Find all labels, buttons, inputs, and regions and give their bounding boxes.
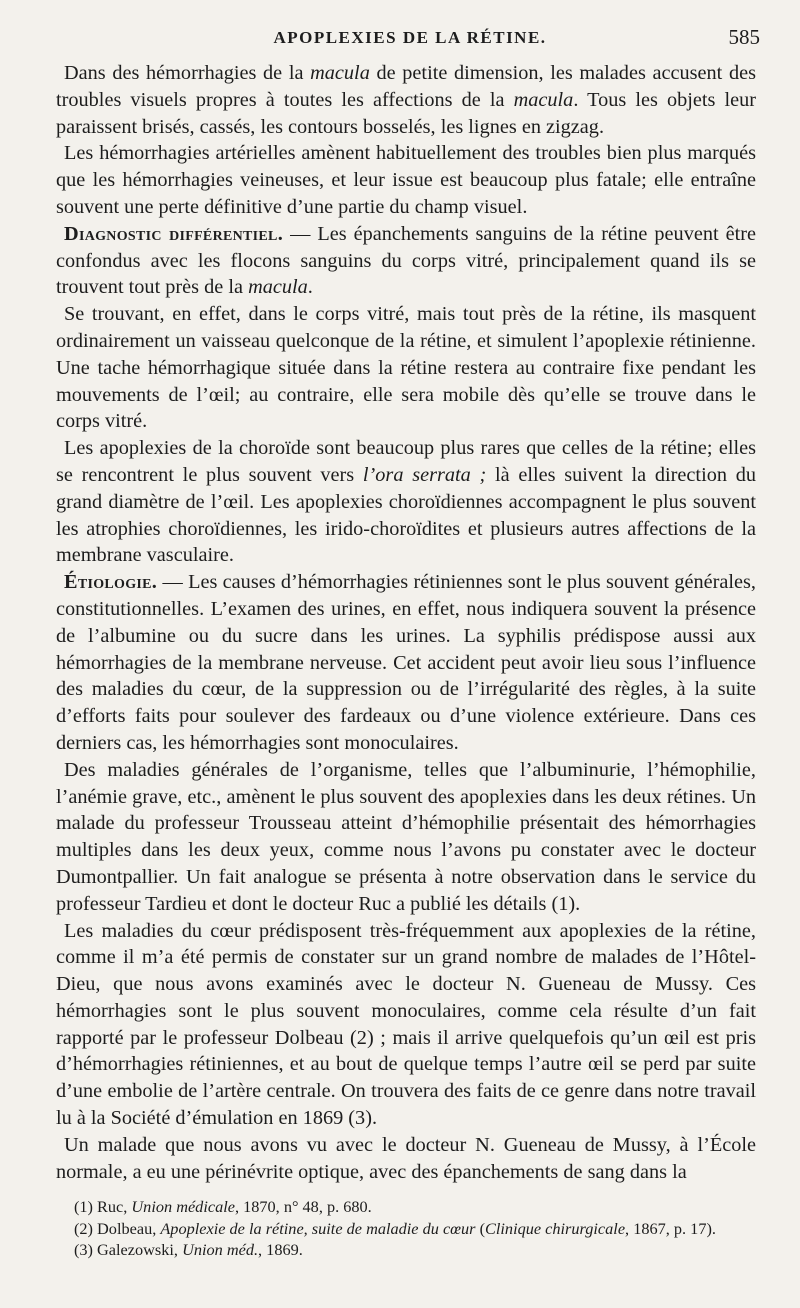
italic-text: Apoplexie de la rétine, suite de maladie du cœur — [160, 1218, 476, 1238]
page-header — [60, 25, 760, 58]
text-run: — Les épanchements sanguins de la rétine peuvent être confondus avec les flocons sanguins du corps vitré, principalement quand ils se trouvent tout près de la — [56, 222, 756, 299]
italic-text: macula — [310, 62, 370, 84]
footnote — [56, 1196, 756, 1218]
section-heading: Étiologie. — [64, 571, 158, 594]
italic-text: Union médicale — [131, 1197, 235, 1216]
text-run: (2) Dolbeau, — [74, 1218, 161, 1238]
italic-text: Union méd. — [182, 1240, 259, 1259]
text-run: , 1867, p. 17). — [625, 1218, 716, 1238]
text-run: , 1869. — [258, 1240, 303, 1259]
paragraph — [56, 918, 756, 1132]
page-number: 585 — [728, 25, 760, 49]
paragraph — [56, 435, 756, 569]
text-run: de petite dimension, les malades accusent des troubles visuels propres à toutes les affections de la — [56, 62, 756, 111]
paragraph — [56, 60, 756, 140]
paragraph — [56, 757, 756, 918]
footnote — [56, 1218, 756, 1240]
text-run: — Les causes d’hémorrhagies rétiniennes sont le plus souvent générales, constitutionnelles. L’examen des urines, en effet, nous indiquera souvent la présence de l’albumine ou du sucre dans les urines. La syphilis prédispose aussi aux hémorrhagies de la membrane nerveuse. Cet accident peut avoir lieu sous l’influence des maladies du cœur, de la suppression ou de l’irrégularité des règles, à la suite d’efforts faits pour soulever des fardeaux ou d’une violence extérieure. Dans ces derniers cas, les hémorrhagies sont monoculaires. — [56, 571, 756, 754]
body-text — [56, 60, 756, 1185]
italic-text: l’ora serrata ; — [362, 463, 487, 486]
text-run: Les maladies du cœur prédisposent très-fréquemment aux apoplexies de la rétine, comme il m’a été permis de constater sur un grand nombre de malades de l’Hôtel-Dieu, que nous avons examinés avec le docteur N. Gueneau de Mussy. Ces hémorrhagies sont le plus souvent monoculaires, comme cela résulte d’un fait rapporté par le professeur Dolbeau (2) ; mais il arrive quelquefois qu’un œil est pris d’hémorrhagies rétiniennes, et au bout de quelque temps l’autre œil se perd par suite d’une embolie de l’artère centrale. On trouvera des faits de ce genre dans notre travail lu à la Société d’émulation en 1869 (3). — [56, 919, 756, 1130]
paragraph — [56, 301, 756, 435]
text-run: Se trouvant, en effet, dans le corps vitré, mais tout près de la rétine, ils masquent ordinairement un vaisseau quelconque de la rétine, et simulent l’apoplexie rétinienne. Une tache hémorrhagique située dans la rétine restera au contraire fixe pendant les mouvements de l’œil; au contraire, elle sera mobile dès qu’elle se trouve dans le corps vitré. — [56, 303, 756, 433]
italic-text: macula — [248, 276, 308, 299]
text-run: Les apoplexies de la choroïde sont beaucoup plus rares que celles de la rétine; elles se rencontrent le plus souvent vers — [56, 437, 756, 486]
text-run: , 1870, n° 48, p. 680. — [234, 1197, 372, 1216]
text-run: ( — [475, 1218, 486, 1238]
paragraph — [56, 221, 756, 301]
text-run: (3) Galezowski, — [74, 1240, 183, 1259]
text-run: (1) Ruc, — [74, 1197, 132, 1216]
text-run: Les hémorrhagies artérielles amènent habituellement des troubles bien plus marqués que les hémorrhagies veineuses, et leur issue est beaucoup plus fatale; elle entraîne souvent une perte définitive d’une partie du champ visuel. — [56, 142, 756, 218]
text-run: . — [307, 276, 313, 299]
section-heading: Diagnostic différentiel. — [64, 222, 284, 245]
footnote — [56, 1239, 756, 1261]
text-run: Dans des hémorrhagies de la — [64, 62, 311, 84]
paragraph — [56, 1132, 756, 1186]
italic-text: macula — [513, 88, 574, 111]
paragraph — [56, 140, 756, 220]
footnotes — [56, 1196, 756, 1261]
running-title: APOPLEXIES DE LA RÉTINE. — [273, 28, 547, 47]
paragraph — [56, 569, 756, 757]
text-run: . Tous les objets leur paraissent brisés, cassés, les contours bosselés, les lignes en zigzag. — [56, 88, 756, 138]
text-run: là elles suivent la direction du grand diamètre de l’œil. Les apoplexies choroïdiennes accompagnent le plus souvent les atrophies choroïdiennes, les irido-choroïdites et plusieurs autres affections de la membrane vasculaire. — [56, 463, 756, 567]
text-run: Un malade que nous avons vu avec le docteur N. Gueneau de Mussy, à l’École normale, a eu une périnévrite optique, avec des épanchements de sang dans la — [56, 1133, 756, 1183]
text-run: Des maladies générales de l’organisme, telles que l’albuminurie, l’hémophilie, l’anémie grave, etc., amènent le plus souvent des apoplexies dans les deux rétines. Un malade du professeur Trousseau atteint d’hémophilie présentait des hémorrhagies multiples dans les deux yeux, comme nous l’avons pu constater avec le docteur Dumontpallier. Un fait analogue se présenta à notre observation dans le service du professeur Tardieu et dont le docteur Ruc a publié les détails (1). — [56, 758, 756, 915]
italic-text: Clinique chirurgicale — [485, 1218, 626, 1238]
